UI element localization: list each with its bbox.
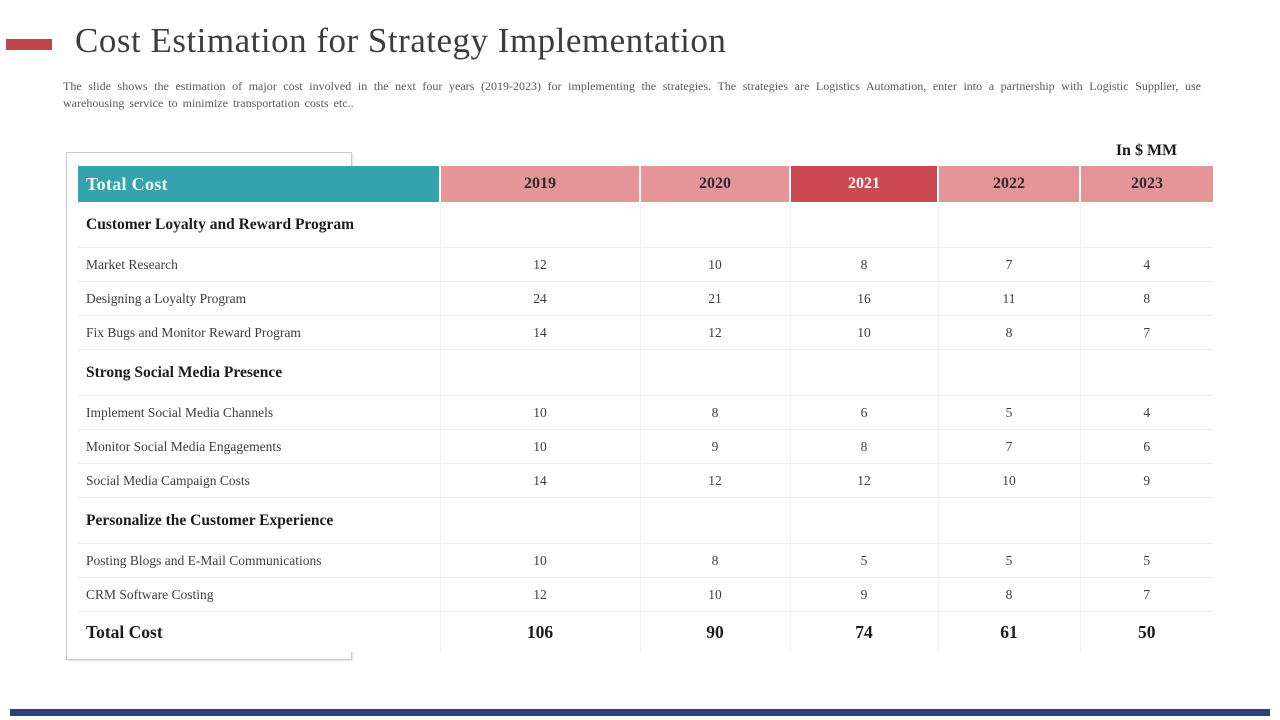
value-cell: 9 (640, 430, 790, 464)
empty-cell (938, 350, 1080, 396)
value-cell: 8 (790, 430, 938, 464)
table-row (78, 282, 1213, 316)
section-title: Strong Social Media Presence (78, 350, 440, 396)
value-cell: 8 (640, 544, 790, 578)
value-cell: 7 (938, 248, 1080, 282)
value-cell: 4 (1080, 248, 1213, 282)
value-cell: 12 (640, 316, 790, 350)
footer-value-2023: 50 (1080, 612, 1213, 653)
empty-cell (440, 498, 640, 544)
empty-cell (790, 202, 938, 248)
section-title: Customer Loyalty and Reward Program (78, 202, 440, 248)
table-row (78, 316, 1213, 350)
empty-cell (440, 202, 640, 248)
value-cell: 11 (938, 282, 1080, 316)
unit-label: In $ MM (1115, 142, 1178, 159)
value-cell: 8 (640, 396, 790, 430)
value-cell: 5 (1080, 544, 1213, 578)
value-cell: 6 (790, 396, 938, 430)
value-cell: 12 (640, 464, 790, 498)
value-cell: 10 (440, 544, 640, 578)
section-row (78, 202, 1213, 248)
cost-table-body (78, 202, 1213, 612)
title-accent-bar (6, 39, 52, 50)
footer-value-2020: 90 (640, 612, 790, 653)
slide-title: Cost Estimation for Strategy Implementation (75, 21, 727, 60)
value-cell: 9 (1080, 464, 1213, 498)
value-cell: 4 (1080, 396, 1213, 430)
value-cell: 14 (440, 464, 640, 498)
row-label: Designing a Loyalty Program (78, 282, 440, 316)
empty-cell (640, 350, 790, 396)
empty-cell (640, 498, 790, 544)
table-row (78, 464, 1213, 498)
row-label: Posting Blogs and E-Mail Communications (78, 544, 440, 578)
empty-cell (640, 202, 790, 248)
row-label: Fix Bugs and Monitor Reward Program (78, 316, 440, 350)
row-label: Market Research (78, 248, 440, 282)
empty-cell (938, 202, 1080, 248)
value-cell: 12 (790, 464, 938, 498)
value-cell: 14 (440, 316, 640, 350)
empty-cell (790, 498, 938, 544)
value-cell: 10 (790, 316, 938, 350)
table-header-label: Total Cost (78, 166, 440, 202)
value-cell: 10 (640, 578, 790, 612)
table-row (78, 544, 1213, 578)
value-cell: 7 (1080, 578, 1213, 612)
empty-cell (938, 498, 1080, 544)
year-header-2020: 2020 (640, 166, 790, 202)
value-cell: 7 (938, 430, 1080, 464)
value-cell: 12 (440, 578, 640, 612)
row-label: CRM Software Costing (78, 578, 440, 612)
row-label: Monitor Social Media Engagements (78, 430, 440, 464)
empty-cell (1080, 202, 1213, 248)
section-row (78, 350, 1213, 396)
value-cell: 16 (790, 282, 938, 316)
empty-cell (1080, 498, 1213, 544)
value-cell: 5 (938, 544, 1080, 578)
empty-cell (440, 350, 640, 396)
value-cell: 10 (440, 396, 640, 430)
value-cell: 8 (938, 316, 1080, 350)
section-title: Personalize the Customer Experience (78, 498, 440, 544)
slide-subtitle: The slide shows the estimation of major cost involved in the next four years (2019-2023) for implementing the strategies. The strategies are Logistics Automation, enter into a partnership with Logistic Supplier, use warehousing service to minimize transportation costs etc.. (63, 79, 1201, 110)
year-header-2021-highlighted: 2021 (790, 166, 938, 202)
value-cell: 8 (938, 578, 1080, 612)
value-cell: 9 (790, 578, 938, 612)
table-row (78, 248, 1213, 282)
empty-cell (1080, 350, 1213, 396)
value-cell: 10 (640, 248, 790, 282)
value-cell: 7 (1080, 316, 1213, 350)
value-cell: 10 (938, 464, 1080, 498)
row-label: Implement Social Media Channels (78, 396, 440, 430)
table-row (78, 430, 1213, 464)
empty-cell (790, 350, 938, 396)
value-cell: 8 (790, 248, 938, 282)
value-cell: 12 (440, 248, 640, 282)
footer-label: Total Cost (78, 612, 440, 653)
value-cell: 6 (1080, 430, 1213, 464)
footer-value-2019: 106 (440, 612, 640, 653)
footer-value-2022: 61 (938, 612, 1080, 653)
bottom-accent-bar (10, 709, 1270, 716)
value-cell: 8 (1080, 282, 1213, 316)
value-cell: 5 (790, 544, 938, 578)
section-row (78, 498, 1213, 544)
value-cell: 21 (640, 282, 790, 316)
table-header-row (78, 166, 1213, 202)
table-row (78, 578, 1213, 612)
year-header-2022: 2022 (938, 166, 1080, 202)
row-label: Social Media Campaign Costs (78, 464, 440, 498)
table-row (78, 396, 1213, 430)
value-cell: 5 (938, 396, 1080, 430)
cost-table (78, 166, 1213, 652)
year-header-2019: 2019 (440, 166, 640, 202)
year-header-2023: 2023 (1080, 166, 1213, 202)
value-cell: 24 (440, 282, 640, 316)
value-cell: 10 (440, 430, 640, 464)
footer-value-2021: 74 (790, 612, 938, 653)
table-footer-row (78, 612, 1213, 653)
